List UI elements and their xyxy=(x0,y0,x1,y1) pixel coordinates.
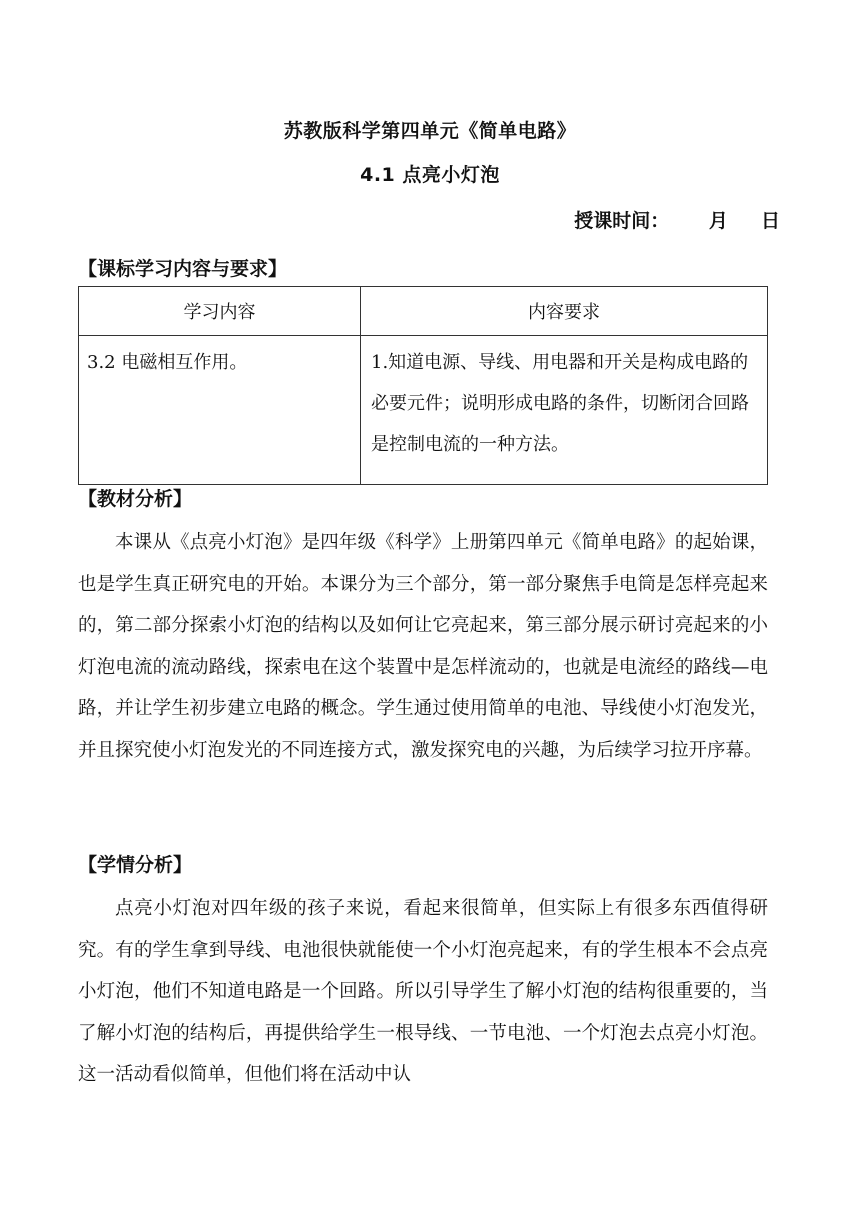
student-analysis-paragraph: 点亮小灯泡对四年级的孩子来说，看起来很简单，但实际上有很多东西值得研究。有的学生拿到导线、电池很快就能使一个小灯泡亮起来，有的学生根本不会点亮小灯泡，他们不知道电路是一个回路。所以引导学生了解小灯泡的结构很重要的，当了解小灯泡的结构后，再提供给学生一根导线、一节电池、一个灯泡去点亮小灯泡。这一活动看似简单，但他们将在活动中认 xyxy=(78,898,768,1085)
cell-content-requirement: 1.知道电源、导线、用电器和开关是构成电路的必要元件；说明形成电路的条件，切断闭合回路是控制电流的一种方法。 xyxy=(361,336,768,485)
textbook-analysis-paragraph: 本课从《点亮小灯泡》是四年级《科学》上册第四单元《简单电路》的起始课，也是学生真正研究电的开始。本课分为三个部分，第一部分聚焦手电筒是怎样亮起来的，第二部分探索小灯泡的结构以及如何让它亮起来，第三部分展示研讨亮起来的小灯泡电流的流动路线，探索电在这个装置中是怎样流动的，也就是电流经的路线—电路，并让学生初步建立电路的概念。学生通过使用简单的电池、导线使小灯泡发光，并且探究使小灯泡发光的不同连接方式，激发探究电的兴趣，为后续学习拉开序幕。 xyxy=(78,532,768,761)
standards-table xyxy=(78,286,768,485)
column-header-content: 学习内容 xyxy=(79,287,361,336)
section-heading-textbook-analysis: 【教材分析】 xyxy=(78,488,193,510)
column-header-requirement: 内容要求 xyxy=(361,287,768,336)
cell-learning-content: 3.2 电磁相互作用。 xyxy=(79,336,361,485)
table-header-row xyxy=(79,287,768,336)
section-heading-student-analysis: 【学情分析】 xyxy=(78,854,193,876)
table-row xyxy=(79,336,768,485)
section-heading-standards: 【课标学习内容与要求】 xyxy=(78,258,288,280)
document-title: 苏教版科学第四单元《简单电路》 xyxy=(283,120,577,142)
teaching-time: 授课时间： 月 日 xyxy=(574,210,780,232)
lesson-title: 4.1 点亮小灯泡 xyxy=(360,164,500,186)
